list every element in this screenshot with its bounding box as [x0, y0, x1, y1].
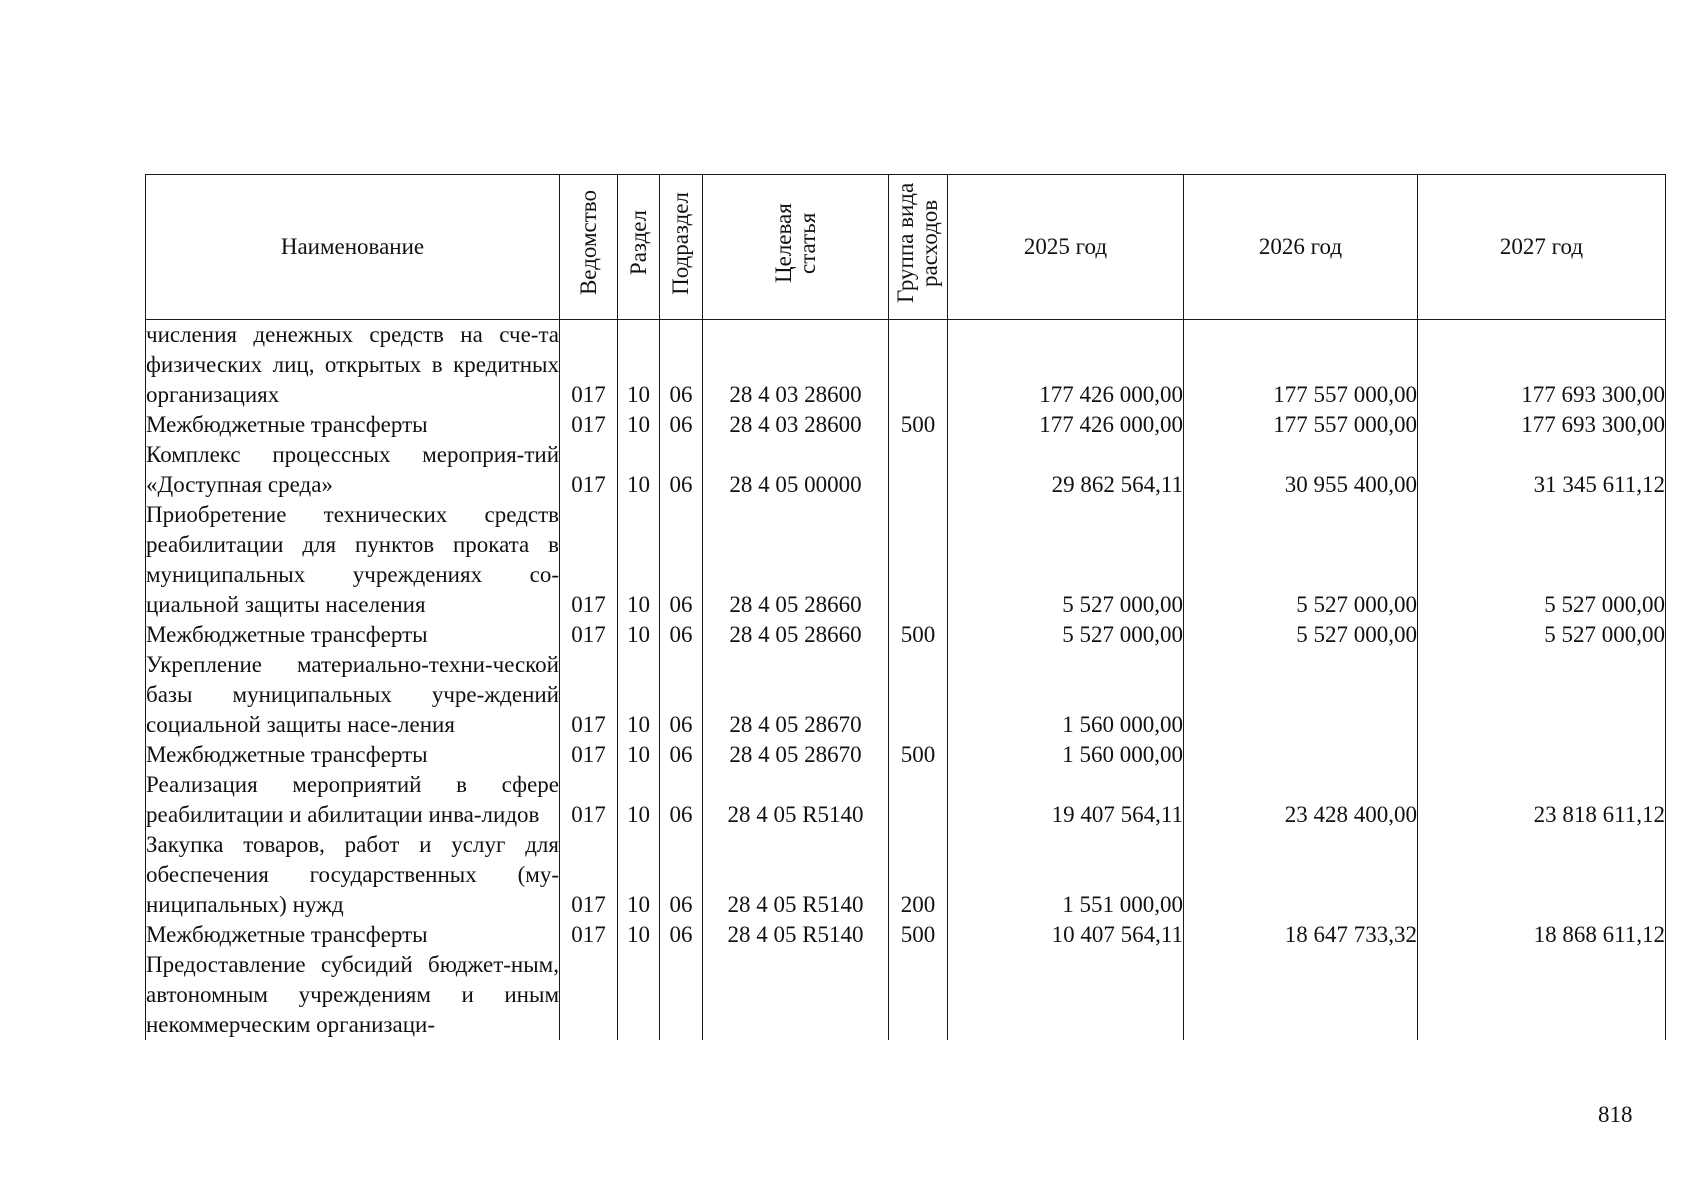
row-exp-group: 500 — [889, 410, 948, 440]
table-row — [146, 950, 1666, 1040]
row-amount-2027: 31 345 611,12 — [1418, 440, 1666, 500]
row-target: 28 4 05 R5140 — [703, 770, 889, 830]
row-subsection: 06 — [660, 410, 703, 440]
row-amount-2027: 177 693 300,00 — [1418, 320, 1666, 411]
row-amount-2026: 30 955 400,00 — [1184, 440, 1418, 500]
table-header-row — [146, 175, 1666, 320]
row-target: 28 4 05 28670 — [703, 650, 889, 740]
header-2026: 2026 год — [1184, 175, 1418, 320]
row-amount-2025: 10 407 564,11 — [948, 920, 1184, 950]
row-amount-2027 — [1418, 950, 1666, 1040]
row-section: 10 — [618, 770, 660, 830]
row-target: 28 4 03 28600 — [703, 320, 889, 411]
row-amount-2026: 177 557 000,00 — [1184, 410, 1418, 440]
table-row — [146, 770, 1666, 830]
row-subsection: 06 — [660, 830, 703, 920]
row-amount-2025: 5 527 000,00 — [948, 620, 1184, 650]
header-subsection: Подраздел — [660, 175, 703, 320]
row-subsection: 06 — [660, 500, 703, 620]
row-dept: 017 — [560, 500, 618, 620]
row-target: 28 4 05 R5140 — [703, 920, 889, 950]
row-exp-group: 500 — [889, 620, 948, 650]
row-subsection: 06 — [660, 620, 703, 650]
row-amount-2026: 23 428 400,00 — [1184, 770, 1418, 830]
row-subsection — [660, 950, 703, 1040]
table-row — [146, 440, 1666, 500]
row-name: Реализация мероприятий в сфере реабилитации и абилитации инва-лидов — [146, 770, 560, 830]
row-target: 28 4 05 28660 — [703, 620, 889, 650]
row-name: Комплекс процессных мероприя-тий «Доступная среда» — [146, 440, 560, 500]
row-subsection: 06 — [660, 320, 703, 411]
row-exp-group — [889, 950, 948, 1040]
row-name: Межбюджетные трансферты — [146, 620, 560, 650]
row-target: 28 4 03 28600 — [703, 410, 889, 440]
header-dept: Ведомство — [560, 175, 618, 320]
row-dept: 017 — [560, 830, 618, 920]
header-name: Наименование — [146, 175, 560, 320]
row-section: 10 — [618, 740, 660, 770]
row-exp-group — [889, 770, 948, 830]
row-dept: 017 — [560, 650, 618, 740]
row-target: 28 4 05 00000 — [703, 440, 889, 500]
row-amount-2025: 29 862 564,11 — [948, 440, 1184, 500]
row-section: 10 — [618, 320, 660, 411]
header-section: Раздел — [618, 175, 660, 320]
row-amount-2025 — [948, 950, 1184, 1040]
row-amount-2026 — [1184, 830, 1418, 920]
row-amount-2025: 5 527 000,00 — [948, 500, 1184, 620]
row-amount-2026: 5 527 000,00 — [1184, 500, 1418, 620]
row-section: 10 — [618, 920, 660, 950]
table-row — [146, 320, 1666, 411]
row-amount-2025: 1 560 000,00 — [948, 650, 1184, 740]
row-amount-2027 — [1418, 650, 1666, 740]
row-target — [703, 950, 889, 1040]
row-target: 28 4 05 28670 — [703, 740, 889, 770]
header-exp-group: Группа вида расходов — [889, 175, 948, 320]
row-amount-2026 — [1184, 650, 1418, 740]
table-body — [146, 320, 1666, 1041]
row-amount-2027: 177 693 300,00 — [1418, 410, 1666, 440]
row-amount-2026 — [1184, 950, 1418, 1040]
row-amount-2026 — [1184, 740, 1418, 770]
table-row — [146, 830, 1666, 920]
row-dept: 017 — [560, 740, 618, 770]
row-exp-group — [889, 500, 948, 620]
row-dept: 017 — [560, 320, 618, 411]
row-name: Предоставление субсидий бюджет-ным, автономным учреждениям и иным некоммерческим организаци- — [146, 950, 560, 1040]
row-name: числения денежных средств на сче-та физических лиц, открытых в кредитных организациях — [146, 320, 560, 411]
row-name: Приобретение технических средств реабилитации для пунктов проката в муниципальных учреждениях со-циальной защиты населения — [146, 500, 560, 620]
row-subsection: 06 — [660, 740, 703, 770]
table-row — [146, 740, 1666, 770]
row-subsection: 06 — [660, 650, 703, 740]
row-name: Межбюджетные трансферты — [146, 920, 560, 950]
row-dept: 017 — [560, 620, 618, 650]
row-exp-group: 500 — [889, 740, 948, 770]
row-amount-2027: 5 527 000,00 — [1418, 500, 1666, 620]
row-amount-2025: 177 426 000,00 — [948, 320, 1184, 411]
row-exp-group — [889, 320, 948, 411]
row-exp-group: 500 — [889, 920, 948, 950]
row-dept: 017 — [560, 440, 618, 500]
row-exp-group: 200 — [889, 830, 948, 920]
row-section: 10 — [618, 650, 660, 740]
row-amount-2027: 18 868 611,12 — [1418, 920, 1666, 950]
row-section: 10 — [618, 440, 660, 500]
row-target: 28 4 05 28660 — [703, 500, 889, 620]
row-section: 10 — [618, 620, 660, 650]
row-amount-2025: 19 407 564,11 — [948, 770, 1184, 830]
table-row — [146, 500, 1666, 620]
row-dept: 017 — [560, 920, 618, 950]
row-amount-2025: 1 551 000,00 — [948, 830, 1184, 920]
header-2027: 2027 год — [1418, 175, 1666, 320]
row-dept — [560, 950, 618, 1040]
row-section: 10 — [618, 500, 660, 620]
row-amount-2025: 177 426 000,00 — [948, 410, 1184, 440]
row-amount-2026: 177 557 000,00 — [1184, 320, 1418, 411]
row-amount-2027: 23 818 611,12 — [1418, 770, 1666, 830]
row-name: Межбюджетные трансферты — [146, 740, 560, 770]
row-subsection: 06 — [660, 920, 703, 950]
row-target: 28 4 05 R5140 — [703, 830, 889, 920]
budget-table — [145, 174, 1666, 1040]
row-amount-2027 — [1418, 740, 1666, 770]
row-amount-2025: 1 560 000,00 — [948, 740, 1184, 770]
row-dept: 017 — [560, 410, 618, 440]
table-row — [146, 410, 1666, 440]
row-subsection: 06 — [660, 770, 703, 830]
row-amount-2026: 5 527 000,00 — [1184, 620, 1418, 650]
row-name: Укрепление материально-техни-ческой базы муниципальных учре-ждений социальной защиты насе-ления — [146, 650, 560, 740]
row-name: Закупка товаров, работ и услуг для обеспечения государственных (му-ниципальных) нужд — [146, 830, 560, 920]
row-amount-2026: 18 647 733,32 — [1184, 920, 1418, 950]
page-number: 818 — [1598, 1102, 1633, 1127]
row-subsection: 06 — [660, 440, 703, 500]
table-row — [146, 920, 1666, 950]
row-section — [618, 950, 660, 1040]
row-amount-2027: 5 527 000,00 — [1418, 620, 1666, 650]
header-2025: 2025 год — [948, 175, 1184, 320]
table-row — [146, 620, 1666, 650]
row-amount-2027 — [1418, 830, 1666, 920]
row-section: 10 — [618, 410, 660, 440]
header-target: Целевая статья — [703, 175, 889, 320]
table-row — [146, 650, 1666, 740]
row-name: Межбюджетные трансферты — [146, 410, 560, 440]
row-exp-group — [889, 440, 948, 500]
row-section: 10 — [618, 830, 660, 920]
row-dept: 017 — [560, 770, 618, 830]
row-exp-group — [889, 650, 948, 740]
